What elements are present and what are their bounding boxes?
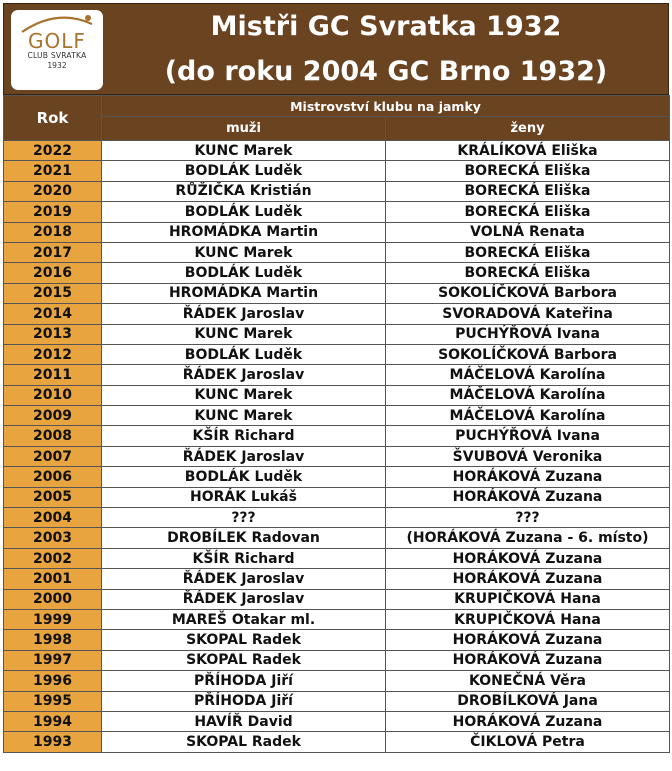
men-champion-cell: KŠÍR Richard <box>102 426 386 446</box>
year-cell: 1999 <box>4 609 102 629</box>
men-champion-cell: RŮŽIČKA Kristián <box>102 181 386 201</box>
men-column-header: muži <box>102 117 386 141</box>
year-cell: 2002 <box>4 548 102 568</box>
men-champion-cell: BODLÁK Luděk <box>102 263 386 283</box>
women-champion-cell: KONEČNÁ Věra <box>386 671 670 691</box>
men-champion-cell: ŘÁDEK Jaroslav <box>102 365 386 385</box>
table-row <box>4 161 670 181</box>
table-row <box>4 711 670 731</box>
table-row <box>4 242 670 262</box>
men-champion-cell: SKOPAL Radek <box>102 630 386 650</box>
table-row <box>4 426 670 446</box>
page-subtitle: (do roku 2004 GC Brno 1932) <box>164 56 608 87</box>
women-champion-cell: KRUPIČKOVÁ Hana <box>386 589 670 609</box>
women-champion-cell: ČIKLOVÁ Petra <box>386 732 670 752</box>
men-champion-cell: KUNC Marek <box>102 141 386 161</box>
men-champion-cell: KUNC Marek <box>102 385 386 405</box>
year-cell: 2007 <box>4 446 102 466</box>
year-cell: 1997 <box>4 650 102 670</box>
year-cell: 2000 <box>4 589 102 609</box>
year-cell: 1993 <box>4 732 102 752</box>
table-row <box>4 609 670 629</box>
year-cell: 2009 <box>4 406 102 426</box>
men-champion-cell: BODLÁK Luděk <box>102 344 386 364</box>
table-row <box>4 487 670 507</box>
men-champion-cell: ŘÁDEK Jaroslav <box>102 304 386 324</box>
table-row <box>4 344 670 364</box>
page-title: Mistři GC Svratka 1932 <box>210 11 562 42</box>
men-champion-cell: KUNC Marek <box>102 242 386 262</box>
women-champion-cell: ŠVUBOVÁ Veronika <box>386 446 670 466</box>
year-cell: 2008 <box>4 426 102 446</box>
year-cell: 1998 <box>4 630 102 650</box>
table-row <box>4 406 670 426</box>
women-champion-cell: HORÁKOVÁ Zuzana <box>386 650 670 670</box>
men-champion-cell: SKOPAL Radek <box>102 732 386 752</box>
year-column-header: Rok <box>4 96 102 141</box>
men-champion-cell: PŘÍHODA Jiří <box>102 691 386 711</box>
table-row <box>4 304 670 324</box>
header-banner <box>3 3 669 95</box>
year-cell: 2017 <box>4 242 102 262</box>
women-champion-cell: PUCHÝŘOVÁ Ivana <box>386 426 670 446</box>
men-champion-cell: SKOPAL Radek <box>102 650 386 670</box>
year-cell: 2001 <box>4 569 102 589</box>
men-champion-cell: KUNC Marek <box>102 406 386 426</box>
women-champion-cell: HORÁKOVÁ Zuzana <box>386 711 670 731</box>
men-champion-cell: HROMÁDKA Martin <box>102 283 386 303</box>
year-cell: 2021 <box>4 161 102 181</box>
men-champion-cell: BODLÁK Luděk <box>102 202 386 222</box>
table-row <box>4 569 670 589</box>
year-cell: 2016 <box>4 263 102 283</box>
table-row <box>4 222 670 242</box>
group-header: Mistrovství klubu na jamky <box>102 96 670 117</box>
table-row <box>4 446 670 466</box>
women-champion-cell: ??? <box>386 508 670 528</box>
women-champion-cell: MÁČELOVÁ Karolína <box>386 365 670 385</box>
men-champion-cell: HAVÍŘ David <box>102 711 386 731</box>
table-row <box>4 467 670 487</box>
men-champion-cell: DROBÍLEK Radovan <box>102 528 386 548</box>
women-champion-cell: HORÁKOVÁ Zuzana <box>386 569 670 589</box>
men-champion-cell: ŘÁDEK Jaroslav <box>102 446 386 466</box>
year-cell: 2015 <box>4 283 102 303</box>
table-row <box>4 324 670 344</box>
table-row <box>4 589 670 609</box>
women-champion-cell: HORÁKOVÁ Zuzana <box>386 548 670 568</box>
year-cell: 2022 <box>4 141 102 161</box>
year-cell: 1996 <box>4 671 102 691</box>
champions-table <box>3 95 670 753</box>
men-champion-cell: BODLÁK Luděk <box>102 161 386 181</box>
women-champion-cell: KRÁLÍKOVÁ Eliška <box>386 141 670 161</box>
year-cell: 2012 <box>4 344 102 364</box>
year-cell: 1995 <box>4 691 102 711</box>
club-logo <box>11 10 103 90</box>
women-champion-cell: BORECKÁ Eliška <box>386 202 670 222</box>
women-champion-cell: DROBÍLKOVÁ Jana <box>386 691 670 711</box>
women-champion-cell: HORÁKOVÁ Zuzana <box>386 467 670 487</box>
table-row <box>4 548 670 568</box>
men-champion-cell: ŘÁDEK Jaroslav <box>102 589 386 609</box>
table-row <box>4 528 670 548</box>
year-cell: 2020 <box>4 181 102 201</box>
table-row <box>4 630 670 650</box>
year-cell: 2019 <box>4 202 102 222</box>
year-cell: 2004 <box>4 508 102 528</box>
year-cell: 2006 <box>4 467 102 487</box>
women-champion-cell: HORÁKOVÁ Zuzana <box>386 487 670 507</box>
year-cell: 2005 <box>4 487 102 507</box>
table-row <box>4 732 670 752</box>
men-champion-cell: BODLÁK Luděk <box>102 467 386 487</box>
year-cell: 1994 <box>4 711 102 731</box>
table-row <box>4 365 670 385</box>
year-cell: 2003 <box>4 528 102 548</box>
men-champion-cell: HROMÁDKA Martin <box>102 222 386 242</box>
year-cell: 2014 <box>4 304 102 324</box>
table-row <box>4 181 670 201</box>
table-row <box>4 671 670 691</box>
year-cell: 2013 <box>4 324 102 344</box>
men-champion-cell: KŠÍR Richard <box>102 548 386 568</box>
women-champion-cell: HORÁKOVÁ Zuzana <box>386 630 670 650</box>
table-row <box>4 283 670 303</box>
year-cell: 2010 <box>4 385 102 405</box>
page <box>3 3 669 753</box>
year-cell: 2018 <box>4 222 102 242</box>
men-champion-cell: MAREŠ Otakar ml. <box>102 609 386 629</box>
women-champion-cell: SVORADOVÁ Kateřina <box>386 304 670 324</box>
table-row <box>4 202 670 222</box>
women-champion-cell: PUCHÝŘOVÁ Ivana <box>386 324 670 344</box>
table-body <box>4 141 670 753</box>
women-champion-cell: BORECKÁ Eliška <box>386 161 670 181</box>
women-champion-cell: (HORÁKOVÁ Zuzana - 6. místo) <box>386 528 670 548</box>
women-champion-cell: VOLNÁ Renata <box>386 222 670 242</box>
men-champion-cell: KUNC Marek <box>102 324 386 344</box>
table-row <box>4 650 670 670</box>
women-champion-cell: KRUPIČKOVÁ Hana <box>386 609 670 629</box>
year-cell: 2011 <box>4 365 102 385</box>
table-row <box>4 691 670 711</box>
logo-year-text: 1932 <box>47 61 67 70</box>
women-champion-cell: BORECKÁ Eliška <box>386 181 670 201</box>
women-champion-cell: SOKOLÍČKOVÁ Barbora <box>386 283 670 303</box>
table-row <box>4 141 670 161</box>
logo-golf-text: GOLF <box>28 29 86 53</box>
men-champion-cell: HORÁK Lukáš <box>102 487 386 507</box>
men-champion-cell: PŘÍHODA Jiří <box>102 671 386 691</box>
table-row <box>4 263 670 283</box>
women-champion-cell: BORECKÁ Eliška <box>386 242 670 262</box>
table-row <box>4 508 670 528</box>
table-row <box>4 385 670 405</box>
women-champion-cell: SOKOLÍČKOVÁ Barbora <box>386 344 670 364</box>
women-column-header: ženy <box>386 117 670 141</box>
women-champion-cell: MÁČELOVÁ Karolína <box>386 385 670 405</box>
men-champion-cell: ??? <box>102 508 386 528</box>
women-champion-cell: BORECKÁ Eliška <box>386 263 670 283</box>
men-champion-cell: ŘÁDEK Jaroslav <box>102 569 386 589</box>
women-champion-cell: MÁČELOVÁ Karolína <box>386 406 670 426</box>
logo-club-text: CLUB SVRATKA <box>27 51 87 60</box>
